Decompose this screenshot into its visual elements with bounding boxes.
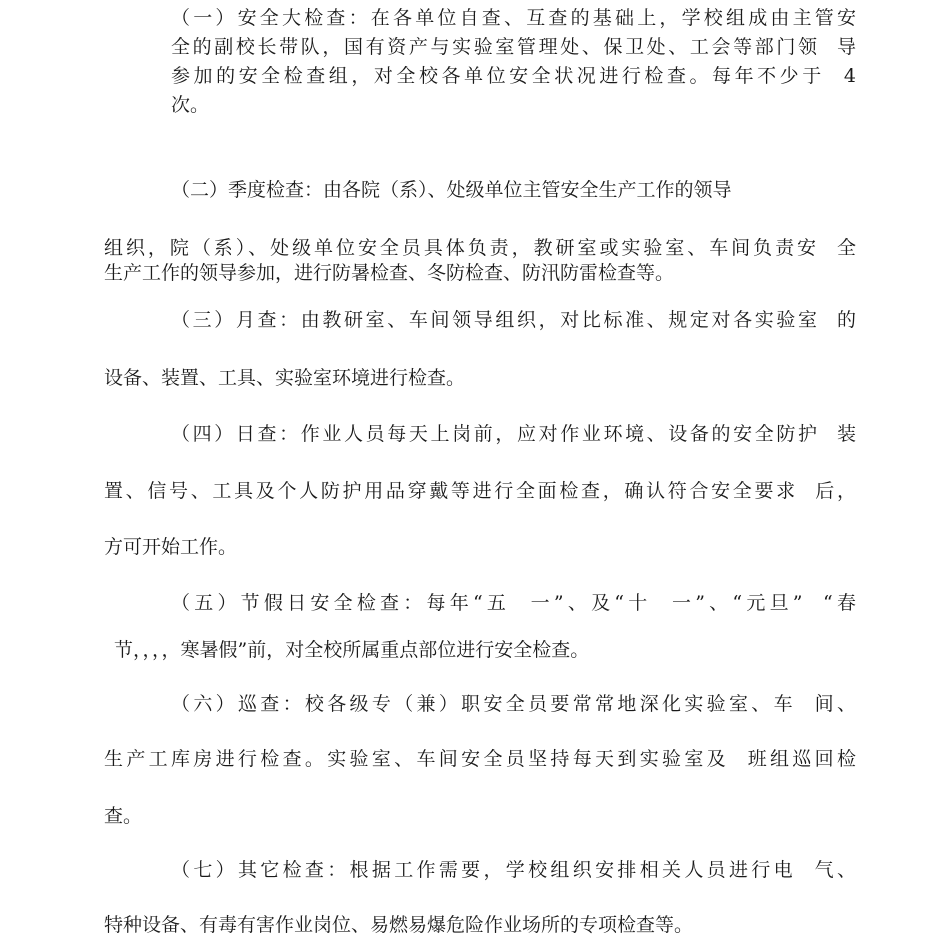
text-line: （二）季度检查：由各院（系）、处级单位主管安全生产工作的领导: [171, 179, 732, 201]
text-line: （七）其它检查：根据工作需要，学校组织安排相关人员进行电 气、: [171, 859, 856, 881]
text-line: 设备、装置、工具、实验室环境进行检查。: [104, 367, 466, 389]
text-line: 参加的安全检查组，对全校各单位安全状况进行检查。每年不少于 4: [171, 65, 856, 87]
text-line: （六）巡查：校各级专（兼）职安全员要常常地深化实验室、车 间、: [171, 693, 856, 715]
text-line: 特种设备、有毒有害作业岗位、易燃易爆危险作业场所的专项检查等。: [104, 914, 694, 936]
text-line: 生产工库房进行检查。实验室、车间安全员坚持每天到实验室及 班组巡回检: [104, 748, 856, 770]
text-line: （五）节假日安全检查：每年“五 一”、及“十 一”、“元旦” “春: [171, 592, 856, 614]
text-line: 置、信号、工具及个人防护用品穿戴等进行全面检查，确认符合安全要求 后，: [104, 480, 856, 502]
text-line: 方可开始工作。: [104, 536, 238, 558]
text-line: 次。: [171, 94, 210, 116]
text-line: 组织，院（系）、处级单位安全员具体负责，教研室或实验室、车间负责安 全: [104, 237, 856, 259]
text-line: 生产工作的领导参加，进行防暑检查、冬防检查、防汛防雷检查等。: [104, 262, 675, 284]
text-line: 节，，，，寒暑假”前，对全校所属重点部位进行安全检查。: [114, 639, 590, 661]
text-line: 全的副校长带队，国有资产与实验室管理处、保卫处、工会等部门领 导: [171, 36, 856, 58]
text-line: 查。: [104, 805, 143, 827]
text-line: （一）安全大检查：在各单位自查、互查的基础上，学校组成由主管安: [171, 7, 856, 29]
text-line: （四）日查：作业人员每天上岗前，应对作业环境、设备的安全防护 装: [171, 423, 856, 445]
text-line: （三）月查：由教研室、车间领导组织，对比标准、规定对各实验室 的: [171, 309, 856, 331]
